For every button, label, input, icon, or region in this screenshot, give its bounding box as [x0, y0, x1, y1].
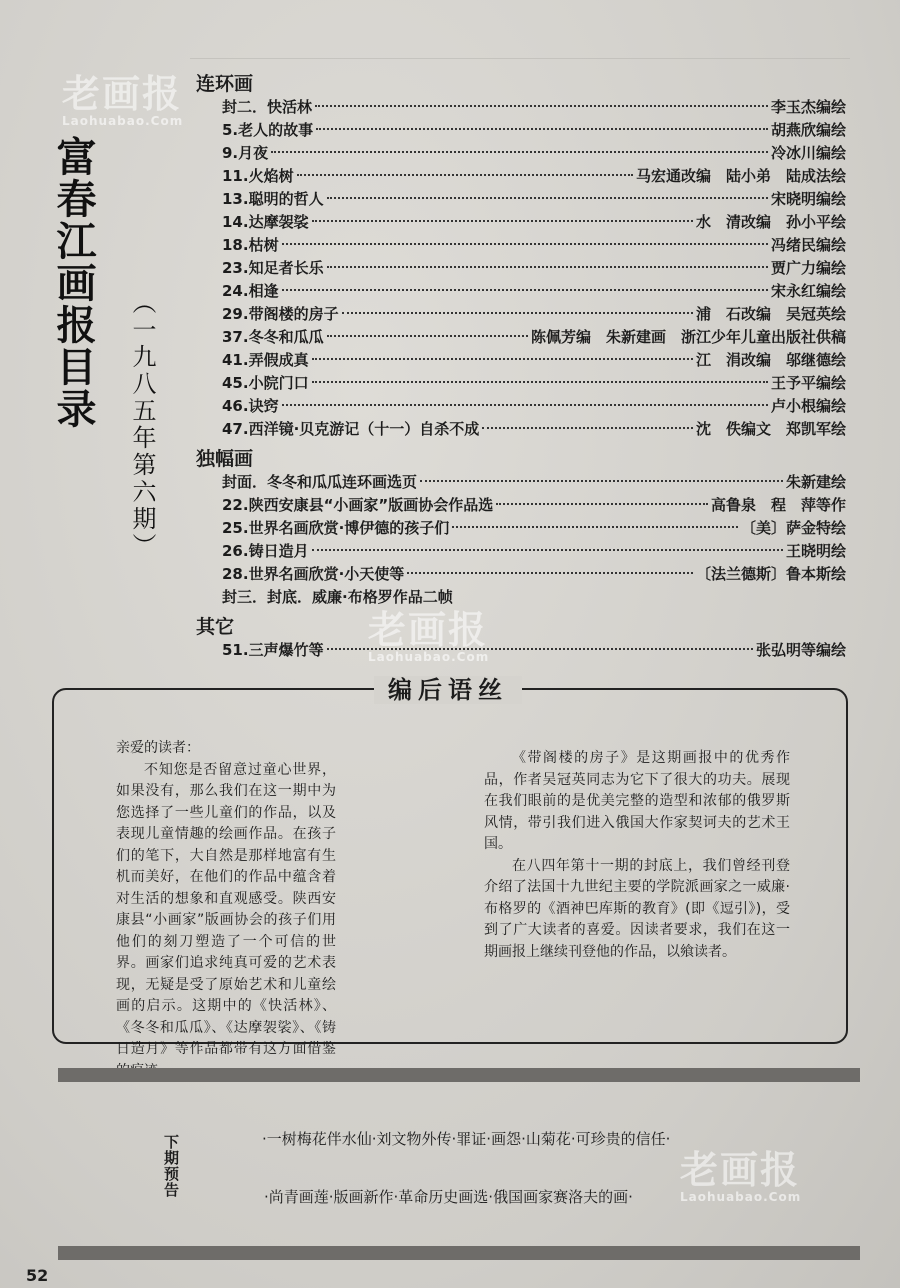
toc-entry: [196, 96, 846, 119]
toc-entry: [196, 540, 846, 563]
toc-credit: 王晓明绘: [785, 542, 846, 560]
toc-leader-dots: [482, 427, 693, 429]
toc-page-number: 47.: [222, 420, 249, 438]
toc-entry: [196, 349, 846, 372]
toc-credit: 宋永红编绘: [770, 282, 846, 300]
toc-leader-dots: [282, 404, 768, 406]
toc-leader-dots: [327, 648, 753, 650]
next-issue-label: 下期预告: [162, 1134, 180, 1198]
toc-credit: 高鲁泉 程 萍等作: [710, 496, 846, 514]
toc-page-number: 11.: [222, 167, 249, 185]
toc-entry: [196, 188, 846, 211]
toc-credit: 陈佩芳编 朱新建画 浙江少年儿童出版社供稿: [530, 328, 846, 346]
toc-entry: [196, 586, 846, 609]
toc-title: 老人的故事: [238, 121, 314, 139]
toc-credit: 冯绪民编绘: [770, 236, 846, 254]
toc-page-number: 封面．: [222, 473, 268, 491]
toc-page-number: 22.: [222, 496, 249, 514]
toc-credit: 马宏通改编 陆小弟 陆成法绘: [635, 167, 846, 185]
toc-page-number: 26.: [222, 542, 249, 560]
toc-leader-dots: [271, 151, 768, 153]
toc-leader-dots: [327, 266, 768, 268]
toc-title: 铸日造月: [248, 542, 309, 560]
toc-leader-dots: [327, 335, 528, 337]
afterword-salutation: 亲爱的读者：: [116, 740, 200, 756]
section-single-paintings-entries: [196, 471, 846, 609]
toc-page-number: 13.: [222, 190, 249, 208]
toc-entry: [196, 257, 846, 280]
toc-credit: 沈 佚编文 郑凯军绘: [695, 420, 846, 438]
toc-credit: 江 涓改编 邬继德绘: [695, 351, 846, 369]
toc-entry: [196, 494, 846, 517]
page-number: 52: [26, 1266, 49, 1285]
afterword-left-paragraph: 不知您是否留意过童心世界，如果没有，那么我们在这一期中为您选择了一些儿童们的作品，以及表现儿童情趣的绘画作品。在孩子们的笔下，大自然是那样地富有生机而美好，在他们的作品中蕴含着对生活的想象和直观感受。陕西安康县“小画家”版画协会的孩子们用他们的刻刀塑造了一个可信的世界。画家们追求纯真可爱的艺术表现，无疑是受了原始艺术和儿童绘画的启示。这期中的《快活林》、《冬冬和瓜瓜》、《达摩袈裟》、《铸日造月》等作品都带有这方面借鉴: [116, 761, 336, 1057]
toc-page-number: 29.: [222, 305, 249, 323]
toc-title: 火焰树: [248, 167, 294, 185]
toc-title: 达摩袈裟: [248, 213, 309, 231]
toc-credit: 李玉杰编绘: [770, 98, 846, 116]
toc-page-number: 41.: [222, 351, 249, 369]
preview-top-bar: [58, 1068, 860, 1082]
toc-page-number: 51.: [222, 641, 249, 659]
toc-leader-dots: [312, 549, 783, 551]
toc-entry: [196, 234, 846, 257]
toc-page-number: 14.: [222, 213, 249, 231]
section-title-others: 其它: [196, 616, 235, 638]
toc-credit: 〔美〕萨金特绘: [740, 519, 846, 537]
toc-entry: [196, 211, 846, 234]
top-rule: [190, 40, 850, 59]
toc-title: 西洋镜·贝克游记（十一）自杀不成: [248, 420, 480, 438]
toc-credit: 浦 石改编 吴冠英绘: [695, 305, 846, 323]
toc-entry: [196, 280, 846, 303]
toc-leader-dots: [327, 197, 768, 199]
toc-page-number: 9.: [222, 144, 239, 162]
toc-entry: [196, 119, 846, 142]
toc-entry: [196, 326, 846, 349]
toc-leader-dots: [452, 526, 738, 528]
next-issue-line-2: ·尚青画莲·版画新作·革命历史画选·俄国画家赛洛夫的画·: [264, 1188, 633, 1206]
watermark-middle: 老画报 Laohuabao.Com: [368, 608, 490, 664]
toc-leader-dots: [342, 312, 693, 314]
toc-leader-dots: [496, 503, 708, 505]
toc-leader-dots: [420, 480, 783, 482]
toc-page-number: 37.: [222, 328, 249, 346]
afterword-left-column: [116, 738, 336, 1082]
toc-title: 冬冬和瓜瓜: [248, 328, 324, 346]
toc-leader-dots: [297, 174, 633, 176]
afterword-right-paragraph-1: 《带阁楼的房子》是这期画报中的优秀作品，作者吴冠英同志为它下了很大的功夫。展现在我们眼前的是优美完整的造型和浓郁的俄罗斯风情，带引我们进入俄国大作家契诃夫的艺术王国。: [484, 750, 790, 852]
toc-entry: [196, 142, 846, 165]
toc-page-number: 封三．: [222, 588, 268, 606]
toc-title: 弄假成真: [248, 351, 309, 369]
toc-page-number: 24.: [222, 282, 249, 300]
toc-page-number: 25.: [222, 519, 249, 537]
toc-entry: [196, 165, 846, 188]
toc-page-number: 28.: [222, 565, 249, 583]
toc-entry: [196, 372, 846, 395]
toc-leader-dots: [407, 572, 693, 574]
toc-credit: 冷冰川编绘: [770, 144, 846, 162]
toc-page-number: 45.: [222, 374, 249, 392]
afterword-heading: 编后语丝: [374, 676, 522, 704]
toc-entry: [196, 418, 846, 441]
toc-entry: [196, 395, 846, 418]
toc-title: 小院门口: [248, 374, 309, 392]
toc-title: 陕西安康县“小画家”版画协会作品选: [248, 496, 494, 514]
toc-leader-dots: [282, 243, 768, 245]
toc-title: 世界名画欣赏·小天使等: [248, 565, 405, 583]
toc-credit: 张弘明等编绘: [755, 641, 846, 659]
toc-credit: 水 清改编 孙小平绘: [695, 213, 846, 231]
toc-leader-dots: [312, 220, 693, 222]
toc-credit: 朱新建绘: [785, 473, 846, 491]
section-title-single-paintings: 独幅画: [196, 448, 254, 470]
watermark-top-left: 老画报 Laohuabao.Com: [62, 72, 184, 128]
next-issue-line-1: ·一树梅花伴水仙·刘文物外传·罪证·画怨·山菊花·可珍贵的信任·: [262, 1130, 671, 1148]
toc-page-number: 封二．: [222, 98, 268, 116]
toc-title: 带阁楼的房子: [248, 305, 339, 323]
issue-subtitle: （一九八五年第六期）: [128, 290, 156, 560]
toc-credit: 王予平编绘: [770, 374, 846, 392]
watermark-bottom-right: 老画报 Laohuabao.Com: [680, 1148, 802, 1204]
toc-credit: 贾广力编绘: [770, 259, 846, 277]
toc-title: 相逢: [248, 282, 279, 300]
toc-entry: [196, 639, 846, 662]
table-of-contents: [196, 72, 846, 662]
toc-leader-dots: [312, 358, 693, 360]
toc-title: 知足者长乐: [248, 259, 324, 277]
toc-entry: [196, 303, 846, 326]
toc-credit: 宋晓明编绘: [770, 190, 846, 208]
afterword-right-column: [484, 748, 790, 963]
toc-title: 冬冬和瓜瓜连环画选页: [267, 473, 418, 491]
toc-page-number: 18.: [222, 236, 249, 254]
toc-title: 聪明的哲人: [248, 190, 324, 208]
section-others-entries: [196, 639, 846, 662]
toc-credit: 卢小根编绘: [770, 397, 846, 415]
toc-page-number: 23.: [222, 259, 249, 277]
toc-title: 世界名画欣赏·博伊德的孩子们: [248, 519, 450, 537]
afterword-right-paragraph-2: 在八四年第十一期的封底上，我们曾经刊登介绍了法国十九世纪主要的学院派画家之一威廉·布格罗的《酒神巴库斯的教育》(即《逗引》)，受到了广大读者的喜爱。因读者要求，我们在这一期画报上继续刊登他的作品，以飨读者。: [484, 857, 790, 960]
section-title-comics: 连环画: [196, 73, 254, 95]
toc-entry: [196, 471, 846, 494]
toc-leader-dots: [316, 128, 768, 130]
preview-bottom-bar: [58, 1246, 860, 1260]
toc-leader-dots: [312, 381, 768, 383]
page-title: 富春江画报目录: [50, 136, 97, 430]
toc-credit: 〔法兰德斯〕鲁本斯绘: [695, 565, 846, 583]
toc-page-number: 46.: [222, 397, 249, 415]
toc-credit: 胡燕欣编绘: [770, 121, 846, 139]
toc-entry: [196, 563, 846, 586]
toc-entry: [196, 517, 846, 540]
toc-leader-dots: [282, 289, 768, 291]
toc-title: 月夜: [238, 144, 269, 162]
toc-title: 快活林: [267, 98, 313, 116]
toc-title: 诀窍: [248, 397, 279, 415]
toc-title: 三声爆竹等: [248, 641, 324, 659]
section-comics-entries: [196, 96, 846, 441]
toc-title: 封底．威廉·布格罗作品二帧: [267, 588, 453, 606]
toc-title: 枯树: [248, 236, 279, 254]
toc-page-number: 5.: [222, 121, 239, 139]
toc-leader-dots: [315, 105, 768, 107]
